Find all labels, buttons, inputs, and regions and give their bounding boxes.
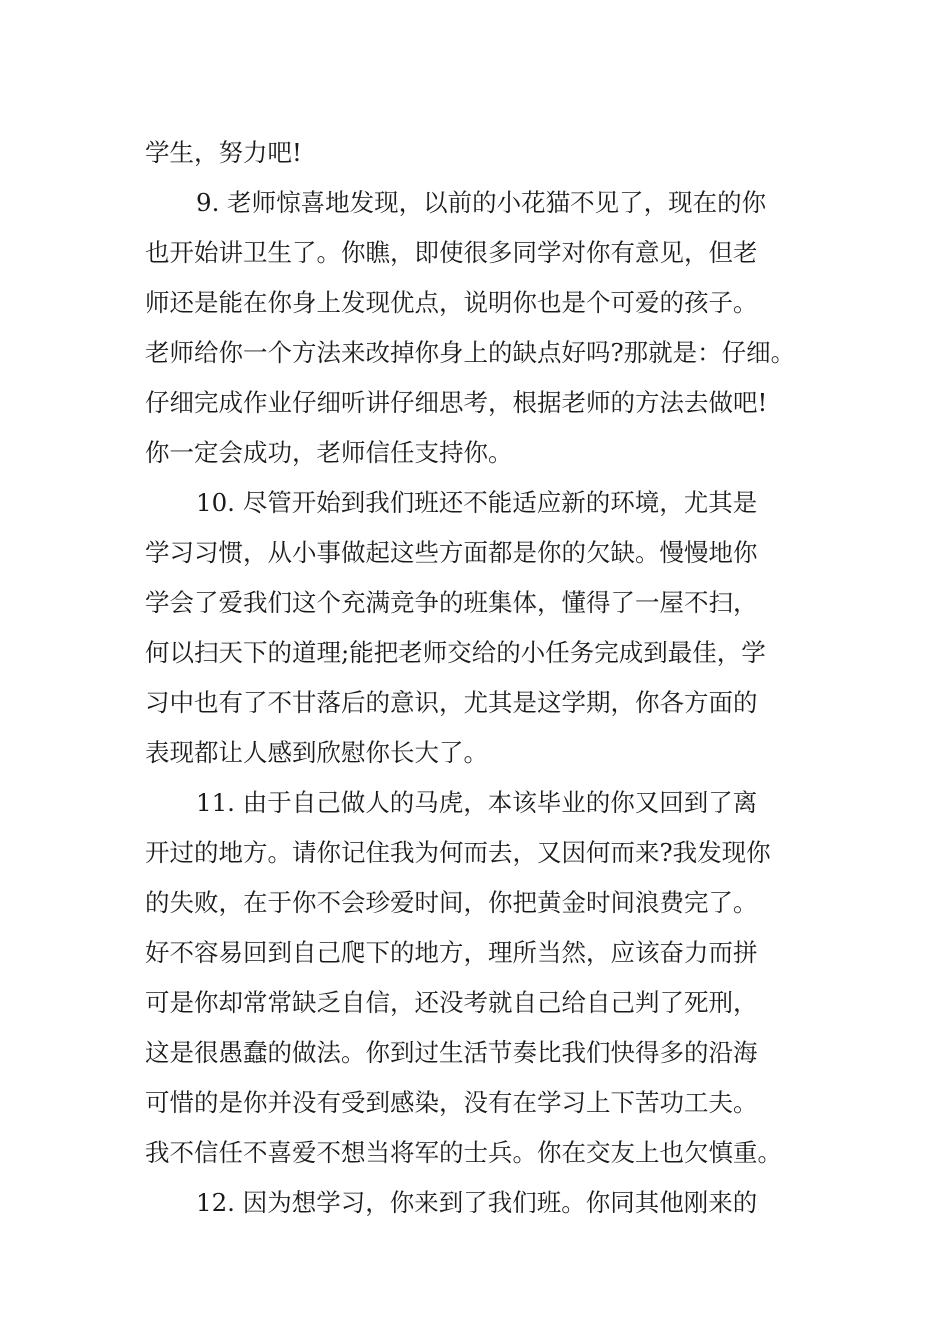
- text-line: 开过的地方。请你记住我为何而去，又因何而来?我发现你: [145, 838, 771, 867]
- paragraph-first-line: 10. 尽管开始到我们班还不能适应新的环境，尤其是: [196, 488, 758, 517]
- text-line: 仔细完成作业仔细听讲仔细思考，根据老师的方法去做吧!: [145, 388, 768, 417]
- text-line: 习中也有了不甘落后的意识，尤其是这学期，你各方面的: [145, 688, 758, 717]
- text-line: 你一定会成功，老师信任支持你。: [145, 438, 513, 467]
- paragraph-first-line: 9. 老师惊喜地发现，以前的小花猫不见了，现在的你: [196, 188, 767, 217]
- text-line: 这是很愚蠢的做法。你到过生活节奏比我们快得多的沿海: [145, 1038, 758, 1067]
- text-line: 也开始讲卫生了。你瞧，即使很多同学对你有意见，但老: [145, 238, 758, 267]
- text-line: 的失败，在于你不会珍爱时间，你把黄金时间浪费完了。: [145, 888, 758, 917]
- text-line: 何以扫天下的道理;能把老师交给的小任务完成到最佳，学: [145, 638, 766, 667]
- text-line: 师还是能在你身上发现优点，说明你也是个可爱的孩子。: [145, 288, 758, 317]
- text-line: 可惜的是你并没有受到感染，没有在学习上下苦功工夫。: [145, 1088, 758, 1117]
- text-line: 老师给你一个方法来改掉你身上的缺点好吗?那就是：仔细。: [145, 338, 796, 367]
- paragraph-first-line: 11. 由于自己做人的马虎，本该毕业的你又回到了离: [196, 788, 758, 817]
- text-line: 学生，努力吧!: [145, 138, 302, 167]
- text-line: 可是你却常常缺乏自信，还没考就自己给自己判了死刑，: [145, 988, 758, 1017]
- text-line: 好不容易回到自己爬下的地方，理所当然，应该奋力而拼: [145, 938, 758, 967]
- document-body: [145, 128, 815, 1228]
- text-line: 我不信任不喜爱不想当将军的士兵。你在交友上也欠慎重。: [145, 1138, 782, 1167]
- text-line: 学会了爱我们这个充满竞争的班集体，懂得了一屋不扫，: [145, 588, 758, 617]
- text-line: 表现都让人感到欣慰你长大了。: [145, 738, 488, 767]
- paragraph-first-line: 12. 因为想学习，你来到了我们班。你同其他刚来的: [196, 1188, 758, 1217]
- text-line: 学习习惯，从小事做起这些方面都是你的欠缺。慢慢地你: [145, 538, 758, 567]
